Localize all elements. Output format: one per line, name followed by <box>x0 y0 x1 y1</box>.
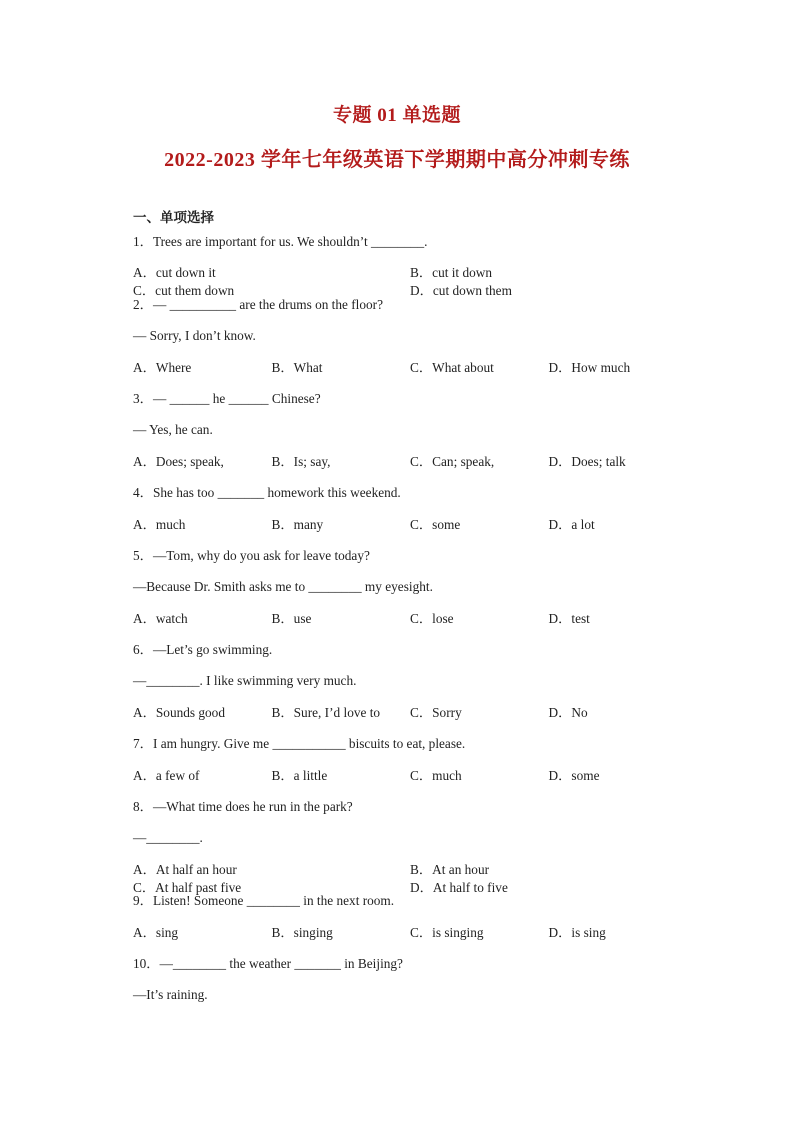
answer-option[interactable]: B．use <box>271 610 312 626</box>
question-item <box>133 390 693 484</box>
options-row <box>133 359 693 390</box>
answer-option[interactable]: A．a few of <box>133 767 200 783</box>
answer-option[interactable]: D．test <box>548 610 590 626</box>
document-title: 专题 01 单选题 <box>332 105 461 126</box>
question-stem: 5．—Tom, why do you ask for leave today? <box>133 547 370 563</box>
answer-option[interactable]: A．Sounds good <box>133 704 225 720</box>
answer-option[interactable]: C．At half past five <box>133 879 242 895</box>
answer-option[interactable]: B．At an hour <box>410 861 490 877</box>
question-item <box>133 296 693 390</box>
question-item <box>133 547 693 641</box>
answer-option[interactable]: D．No <box>548 704 588 720</box>
question-dialogue-line: —________. I like swimming very much. <box>133 673 357 689</box>
answer-option[interactable]: C．much <box>410 767 462 783</box>
options-row <box>133 453 693 484</box>
answer-option[interactable]: C．Sorry <box>410 704 462 720</box>
question-item <box>133 892 693 955</box>
answer-option[interactable]: C．lose <box>410 610 454 626</box>
options-row <box>133 704 693 735</box>
answer-option[interactable]: C．some <box>410 516 461 532</box>
answer-option[interactable]: B．a little <box>271 767 328 783</box>
answer-option[interactable]: A．Does; speak, <box>133 453 224 469</box>
answer-option[interactable]: D．some <box>548 767 600 783</box>
options-row <box>133 264 693 299</box>
answer-option[interactable]: A．sing <box>133 924 179 940</box>
answer-option[interactable]: A．much <box>133 516 186 532</box>
answer-option[interactable]: D．How much <box>548 359 631 375</box>
question-item <box>133 233 693 299</box>
question-stem: 7．I am hungry. Give me ___________ biscuits to eat, please. <box>133 736 466 752</box>
options-row <box>133 610 693 641</box>
answer-option[interactable]: A．At half an hour <box>133 861 237 877</box>
question-list <box>133 233 693 1018</box>
question-item <box>133 484 693 547</box>
question-item <box>133 955 693 1018</box>
answer-option[interactable]: D．cut down them <box>410 283 512 299</box>
question-item <box>133 798 693 895</box>
section-heading: 一、单项选择 <box>133 210 214 225</box>
question-dialogue-line: —Because Dr. Smith asks me to ________ my eyesight. <box>133 579 433 595</box>
answer-option[interactable]: B．many <box>271 516 324 532</box>
answer-option[interactable]: D．is sing <box>548 924 606 940</box>
options-row <box>133 767 693 798</box>
question-item <box>133 641 693 735</box>
document-subtitle: 2022-2023 学年七年级英语下学期期中高分冲刺专练 <box>164 149 630 171</box>
answer-option[interactable]: D．a lot <box>548 516 595 532</box>
question-dialogue-line: —It’s raining. <box>133 987 208 1003</box>
answer-option[interactable]: B．Sure, I’d love to <box>271 704 381 720</box>
options-row <box>133 924 693 955</box>
question-stem: 1．Trees are important for us. We shouldn’t ________. <box>133 234 428 249</box>
answer-option[interactable]: B．cut it down <box>410 265 492 281</box>
answer-option[interactable]: C．Can; speak, <box>410 453 495 469</box>
question-dialogue-line: — Yes, he can. <box>133 422 213 438</box>
answer-option[interactable]: C．cut them down <box>133 283 235 299</box>
question-item <box>133 735 693 798</box>
question-stem: 10．—________ the weather _______ in Beijing? <box>133 955 403 971</box>
question-stem: 3．— ______ he ______ Chinese? <box>133 390 321 406</box>
answer-option[interactable]: D．Does; talk <box>548 453 626 469</box>
question-stem: 6．—Let’s go swimming. <box>133 642 273 658</box>
answer-option[interactable]: B．singing <box>271 924 333 940</box>
answer-option[interactable]: D．At half to five <box>410 879 508 895</box>
answer-option[interactable]: C．What about <box>410 359 494 375</box>
answer-option[interactable]: A．Where <box>133 359 192 375</box>
question-dialogue-line: —________. <box>133 830 203 846</box>
question-stem: 8．—What time does he run in the park? <box>133 799 353 815</box>
answer-option[interactable]: B．Is; say, <box>271 453 331 469</box>
options-row <box>133 861 693 895</box>
question-stem: 2．— __________ are the drums on the floor? <box>133 296 384 312</box>
answer-option[interactable]: A．watch <box>133 610 188 626</box>
question-stem: 9．Listen! Someone ________ in the next room. <box>133 893 395 909</box>
answer-option[interactable]: C．is singing <box>410 924 484 940</box>
answer-option[interactable]: B．What <box>271 359 323 375</box>
answer-option[interactable]: A．cut down it <box>133 265 216 281</box>
options-row <box>133 516 693 547</box>
question-stem: 4．She has too _______ homework this weekend. <box>133 485 401 501</box>
question-dialogue-line: — Sorry, I don’t know. <box>133 328 256 344</box>
